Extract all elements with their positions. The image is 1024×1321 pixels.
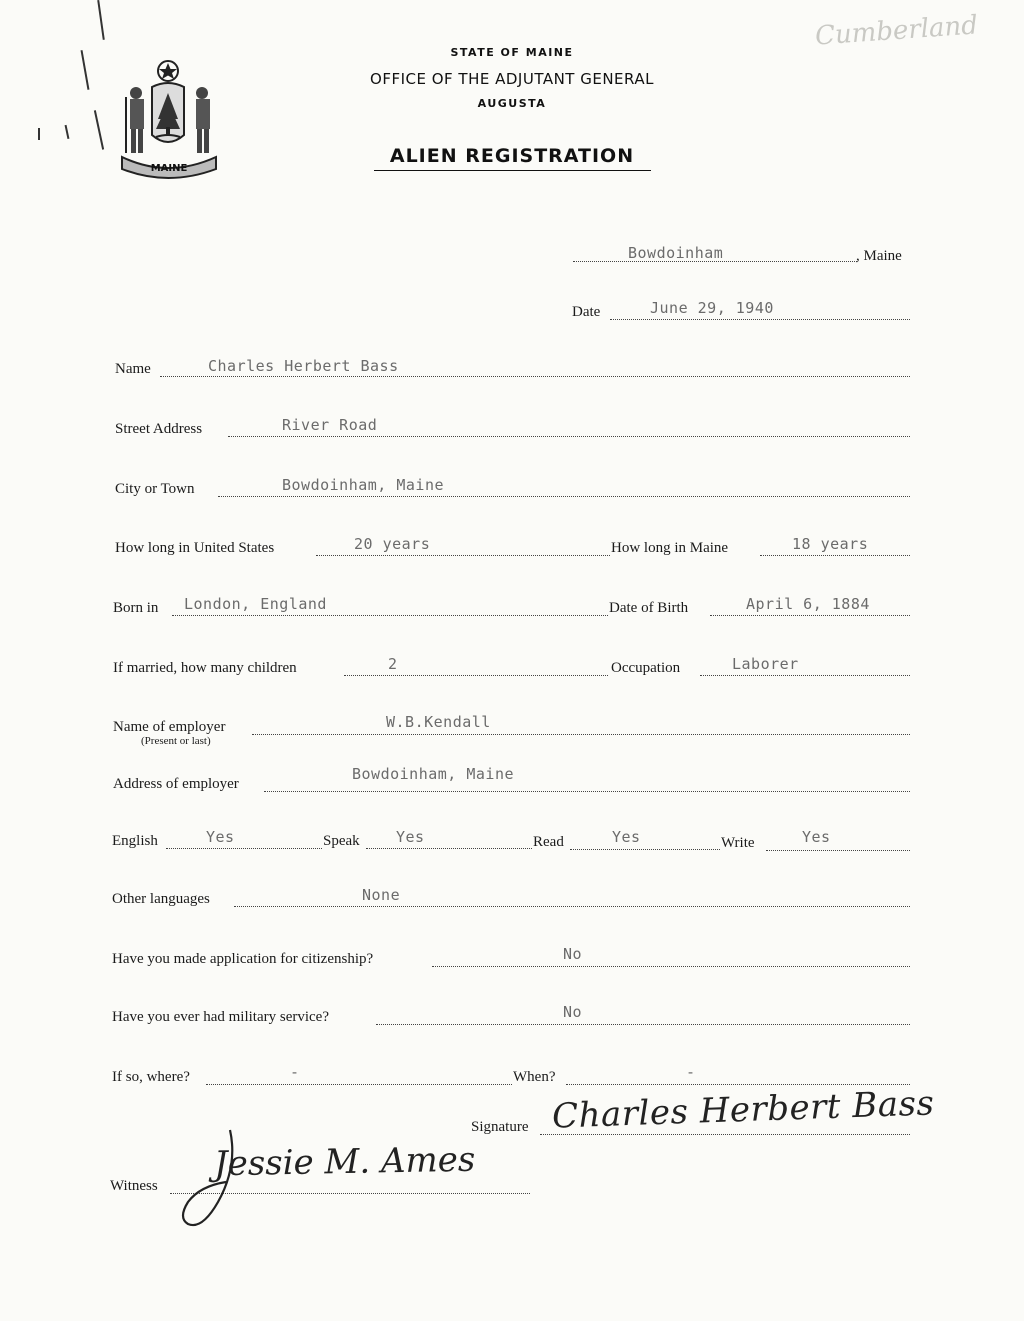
english-label: English bbox=[112, 833, 158, 849]
citizenship-line bbox=[432, 966, 910, 967]
citizenship-value: No bbox=[563, 945, 583, 963]
employer-line bbox=[252, 734, 910, 735]
us-duration-line bbox=[316, 555, 610, 556]
dob-label: Date of Birth bbox=[609, 600, 689, 616]
city-heading: AUGUSTA bbox=[477, 97, 547, 110]
date-line bbox=[610, 319, 910, 320]
witness-label: Witness bbox=[110, 1178, 158, 1194]
name-label: Name bbox=[115, 361, 151, 377]
english-value: Yes bbox=[206, 828, 235, 846]
city-line bbox=[218, 496, 910, 497]
street-line bbox=[228, 436, 910, 437]
when-value: - bbox=[686, 1063, 696, 1081]
other-languages-value: None bbox=[362, 886, 401, 904]
us-duration-label: How long in United States bbox=[115, 540, 275, 556]
speak-line bbox=[366, 848, 532, 849]
city-label: City or Town bbox=[115, 481, 195, 497]
form-title: ALIEN REGISTRATION bbox=[389, 145, 635, 167]
children-label: If married, how many children bbox=[113, 660, 297, 676]
speak-value: Yes bbox=[396, 828, 425, 846]
read-label: Read bbox=[533, 834, 564, 850]
read-line bbox=[570, 849, 720, 850]
employer-value: W.B.Kendall bbox=[386, 713, 491, 731]
read-value: Yes bbox=[612, 828, 641, 846]
speak-label: Speak bbox=[323, 833, 360, 849]
corner-note: Cumberland bbox=[814, 10, 979, 52]
witness-handwriting: Jessie M. Ames bbox=[213, 1139, 476, 1185]
children-value: 2 bbox=[388, 655, 398, 673]
employer-address-line bbox=[264, 791, 910, 792]
write-value: Yes bbox=[802, 828, 831, 846]
dob-value: April 6, 1884 bbox=[746, 595, 870, 613]
occupation-label: Occupation bbox=[611, 660, 681, 676]
state-heading: STATE OF MAINE bbox=[450, 46, 574, 59]
where-value: - bbox=[290, 1063, 300, 1081]
born-line bbox=[172, 615, 608, 616]
other-languages-line bbox=[234, 906, 910, 907]
born-value: London, England bbox=[184, 595, 327, 613]
signature-label: Signature bbox=[471, 1119, 529, 1135]
city-value: Bowdoinham, Maine bbox=[282, 476, 445, 494]
where-label: If so, where? bbox=[112, 1069, 190, 1085]
maine-duration-label: How long in Maine bbox=[611, 540, 729, 556]
where-line bbox=[206, 1084, 512, 1085]
office-heading: OFFICE OF THE ADJUTANT GENERAL bbox=[370, 70, 654, 88]
street-value: River Road bbox=[282, 416, 378, 434]
occupation-value: Laborer bbox=[732, 655, 799, 673]
place-suffix: , Maine bbox=[856, 248, 902, 264]
name-line bbox=[160, 376, 910, 377]
write-line bbox=[766, 850, 910, 851]
employer-label: Name of employer bbox=[113, 719, 226, 735]
children-line bbox=[344, 675, 608, 676]
when-line bbox=[566, 1084, 910, 1085]
other-languages-label: Other languages bbox=[112, 891, 210, 907]
scan-mark bbox=[38, 128, 40, 140]
dob-line bbox=[710, 615, 910, 616]
maine-duration-value: 18 years bbox=[792, 535, 869, 553]
title-underline bbox=[374, 170, 651, 171]
scan-mark bbox=[94, 110, 104, 149]
seal-text: MAINE bbox=[150, 163, 188, 174]
maine-duration-line bbox=[760, 555, 910, 556]
born-label: Born in bbox=[113, 600, 159, 616]
date-value: June 29, 1940 bbox=[650, 299, 774, 317]
english-line bbox=[166, 848, 322, 849]
employer-sublabel: (Present or last) bbox=[141, 735, 211, 747]
employer-address-value: Bowdoinham, Maine bbox=[352, 765, 515, 783]
name-value: Charles Herbert Bass bbox=[208, 357, 399, 375]
street-label: Street Address bbox=[115, 421, 203, 437]
when-label: When? bbox=[513, 1069, 556, 1085]
write-label: Write bbox=[721, 835, 755, 851]
military-value: No bbox=[563, 1003, 583, 1021]
occupation-line bbox=[700, 675, 910, 676]
date-label: Date bbox=[572, 304, 601, 320]
military-line bbox=[376, 1024, 910, 1025]
signature-handwriting: Charles Herbert Bass bbox=[551, 1083, 936, 1137]
place-value: Bowdoinham bbox=[628, 244, 724, 262]
citizenship-label: Have you made application for citizenship? bbox=[112, 951, 374, 967]
scan-mark bbox=[65, 125, 69, 139]
us-duration-value: 20 years bbox=[354, 535, 431, 553]
military-label: Have you ever had military service? bbox=[112, 1009, 329, 1025]
scan-mark bbox=[97, 0, 104, 40]
employer-address-label: Address of employer bbox=[113, 776, 239, 792]
